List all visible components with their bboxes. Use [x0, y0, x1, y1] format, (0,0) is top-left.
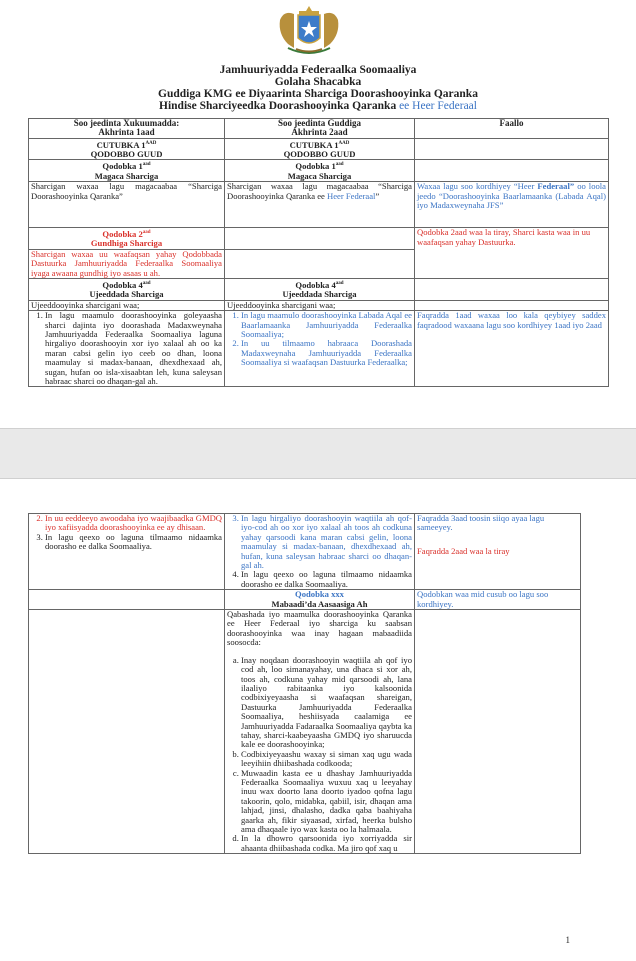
header-line-4-main: Hindise Sharciyeedka Doorashooyinka Qaranka [159, 100, 397, 112]
article-xxx-row [29, 590, 581, 610]
article-1-committee-text: Sharcigan waxaa lagu magacaabaa “Sharciga Doorashooyinka Qaranka ee Heer Federaal” [225, 182, 415, 228]
purpose-comment: Faqradda 1aad waxaa loo kala qeybiyey saddex faqradood waxaana lagu soo kordhiyey 1aad iyo 2aad [415, 311, 609, 387]
header-line-2: Golaha Shacabka [274, 76, 362, 88]
chapter-row [29, 138, 609, 160]
article-2-gov-text: Sharcigan waxaa uu waafaqsan yahay Qodobbada Dastuurka Jamhuuriyadda Federaalka Soomaaliya iyaga awaana gundhig iyo asaas u ah. [29, 249, 225, 278]
list-item: a. Inay noqdaan doorashooyin waqtiila ah qof iyo cod ah, loo simanayahay, una dhaca si xor ah, toos ah, codkuna yahay mid qarsoodi ah, lana ilaaliyo rabitaanka iyo kalsoonida codbixiyeyaasha si waafaqsan shareigan, Dastuurka Jamhuuriyadda Federaalka Soomaaliya, heshiisyada caalamiga ee Jamhuuriyadda Fadaraalka Soomaaliya qaybta ka tahay, sharci-kaabeyaasha GMDQ iyo sharuucda kale ee doorashooyinka; [241, 656, 412, 750]
continuation-comments: Faqradda 3aad toosin siiqo ayaa lagu sameeyey. Faqradda 2aad waa la tiray [415, 514, 581, 590]
article-2-comment: Qodobka 2aad waa la tiray, Sharci kasta waa in uu waafaqsan yahay Dastuurka. [415, 228, 609, 279]
list-item: c. Muwaadin kasta ee u dhashay Jamhuuriyadda Federaalka Soomaaliya wuxuu xaq u leeyahay inuu wax doorto lana doorto iyadoo qofna lagu takoorin, qolo, midabka, qabiil, isir, dhaqan ama lahjad, jinsi, dhalasho, dadka qaba baahiyaha gaarka ah, fikir siyaasad, xirfad, heerka bulsho ama dhaqaale iyo wax kasta oo la halmaala. [241, 769, 412, 835]
article-xxx-heading: Qodobka xxx Mabaadi’da Aasaasiga Ah [225, 590, 415, 610]
chapter-heading-2: CUTUBKA $1^{AAD}$ QODOBBO GUUD [225, 138, 415, 160]
article-4-heading-2: Qodobka $4^{aad}$ Ujeeddada Sharciga [225, 279, 415, 301]
col-head-committee: Soo jeedinta Guddiga Akhrinta 2aad [225, 119, 415, 139]
purpose-intro-gov: Ujeeddooyinka sharcigani waa; [29, 300, 225, 310]
continuation-row [29, 514, 581, 590]
article-1-row [29, 160, 609, 182]
col-head-government: Soo jeedinta Xukuumadda: Akhrinta 1aad [29, 119, 225, 139]
article-4-heading: Qodobka $4^{aad}$ Ujeeddada Sharciga [29, 279, 225, 301]
page-number: 1 [565, 935, 570, 945]
purpose-items-row [29, 311, 609, 387]
principles-text: Qabashada iyo maamulka doorashooyinka Qaranka ee Heer Federaal iyo sharciga ku saabsan doorashooyinka waa inay hagaan mabaadiida soosocda: a. Inay noqdaan doorashooyin waqtiila ah qof iyo cod ah, loo simanayahay, una dhaca si xor ah, toos ah, codkuna yahay mid qarsoodi ah, lana ilaaliyo rabitaanka iyo kalsoonida codbixiyeyaasha si waafaqsan shareigan, Dastuurka Jamhuuriyadda Federaalka Soomaaliya, heshiisyada caalamiga ee Jamhuuriyadda Fadaraalka Soomaaliya qaybta ka tahay, sharci-kaabeyaasha GMDQ iyo sharuucda kale ee doorashooyinka; b. Codbixiyeyaashu waxay si siman xaq ugu wada leeyihiin dhiibashada codkooda; c. Muwaadin kasta ee u dhashay Jamhuuriyadda Federaalka Soomaaliya wuxuu xaq u leeyahay inuu wax doorto lana doorto iyadoo qofna lagu takoorin, qolo, midabka, qabiil, isir, dhaqan ama lahjad, jinsi, dhalasho, dadka qaba baahiyaha gaarka ah, fikir siyaasad, xirfad, heerka bulsho ama dhaqaale iyo wax kasta oo la halmaala. d. In la dhowro qarsoonida iyo xorriyadda sir ahaanta dhiibashada codka. Ma jiro qof xaq u [225, 610, 415, 854]
list-item: 1. In lagu maamulo doorashooyinka goleyaasha sharci dajinta iyo doorashada Madaxweynaha Jamhuuriyadda Federaalka Soomaaliya laguna hirgaliyo doorashooyin xor iyo xalaal ah oo ka maran cabsi gelin iyo ceeb oo dhan, loona maamulay si madax-banaan, dhexdhexaad ah, sugan, hufan oo isla-xisaabtan leh, kuna saleysan habraac sharci oo dhaqan-gal ah. [45, 311, 222, 386]
gov-continued-list [29, 514, 225, 590]
article-2-heading: Qodobka $2^{aad}$ Gundhiga Sharciga [29, 228, 225, 250]
header-line-4 [0, 100, 636, 112]
purpose-committee-list [225, 311, 415, 387]
article-2-row [29, 228, 609, 250]
header-line-1: Jamhuuriyadda Federaalka Soomaaliya [219, 64, 417, 76]
article-1-comment: Waxaa lagu soo kordhiyey “Heer Federaal” oo loola jeedo “Doorashooyinka Baarlamaanka (Labada Aqal) iyo Madaxweynaha JFS” [415, 182, 609, 228]
purpose-intro-row [29, 300, 609, 310]
header-line-3: Guddiga KMG ee Diyaarinta Sharciga Doorashooyinka Qaranka [158, 88, 478, 100]
article-1-gov-text: Sharcigan waxaa lagu magacaabaa “Sharciga Doorashooyinka Qaranka” [29, 182, 225, 228]
somalia-coat-of-arms-icon [274, 4, 344, 58]
list-item: 2. In uu tilmaamo habraaca Doorashada Madaxweynaha Jamhuuriyadda Federaalka Soomaaliya si waafaqsan Dastuurka Federaalka; [241, 339, 412, 367]
comparison-table-page-2 [28, 513, 581, 854]
chapter-heading: CUTUBKA $1^{AAD}$ QODOBBO GUUD [29, 138, 225, 160]
table-header-row [29, 119, 609, 139]
header-line-4-federal: ee Heer Federaal [399, 100, 477, 112]
list-item: 3. In lagu qeexo oo laguna tilmaamo nidaamka doorasho ee dalka Soomaaliya. [45, 533, 222, 552]
article-xxx-comment: Qodobkan waa mid cusub oo lagu soo kordhiyey. [415, 590, 581, 610]
principles-row [29, 610, 581, 854]
list-item: 2. In uu eeddeeyo awoodaha iyo waajibaadka GMDQ iyo xafiisyadda doorashooyinka ee ay dhisaan. [45, 514, 222, 533]
list-item: 3. In lagu hirgaliyo doorashooyin waqtiila ah qof-iyo-cod ah oo xor iyo xalaal ah toos ah codkuna yahay qarsoodi kana maran cabsi gelin, loona maamulay si madax-banaan, dhexdhexaad ah, hufan, kuna saleysan habraac sharci oo dhaqan-gal ah. [241, 514, 412, 570]
purpose-intro-committee: Ujeeddooyinka sharcigani waa; [225, 300, 415, 310]
purpose-gov-list [29, 311, 225, 387]
committee-continued-list [225, 514, 415, 590]
document-page-2 [0, 478, 636, 961]
col-head-comments: Faallo [415, 119, 609, 139]
comparison-table-page-1 [28, 118, 609, 387]
article-1-heading-2: Qodobka $1^{aad}$ Magaca Sharciga [225, 160, 415, 182]
article-4-row [29, 279, 609, 301]
list-item: d. In la dhowro qarsoonida iyo xorriyadda sir ahaanta dhiibashada codka. Ma jiro qof xaq u [241, 834, 412, 853]
article-1-text-row [29, 182, 609, 228]
document-page-1 [0, 0, 636, 429]
list-item: 1. In lagu maamulo doorashooyinka Labada Aqal ee Baarlamaanka Jamhuuriyadda Federaalka Soomaaliya; [241, 311, 412, 339]
article-1-heading: Qodobka $1^{aad}$ Magaca Sharciga [29, 160, 225, 182]
list-item: b. Codbixiyeyaashu waxay si siman xaq ugu wada leeyihiin dhiibashada codkooda; [241, 750, 412, 769]
list-item: 4. In lagu qeexo oo laguna tilmaamo nidaamka doorasho ee dalka Soomaaliya. [241, 570, 412, 589]
